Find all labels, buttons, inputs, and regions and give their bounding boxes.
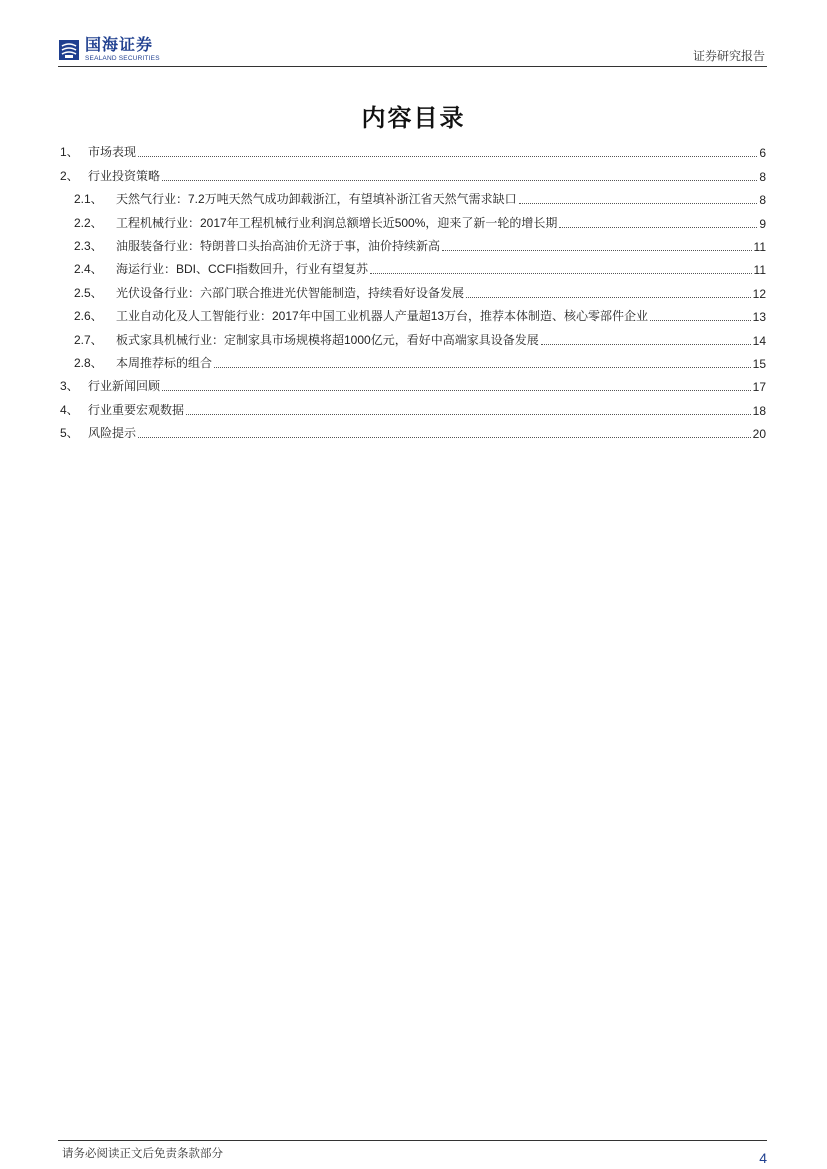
toc-entry-page: 18 [752, 403, 766, 418]
header-divider [58, 66, 767, 67]
page-header [0, 0, 827, 70]
company-logo [58, 38, 160, 62]
toc-entry[interactable] [60, 348, 766, 371]
toc-entry[interactable] [60, 231, 766, 254]
toc-entry[interactable] [60, 137, 766, 160]
toc-dot-leader [650, 320, 751, 321]
toc-entry-page: 8 [759, 193, 766, 208]
toc-dot-leader [519, 203, 758, 204]
toc-entry-title: 工业自动化及人工智能行业：2017年中国工业机器人产量超13万台，推荐本体制造、核心零部件企业 [116, 309, 649, 324]
toc-dot-leader [162, 390, 751, 391]
toc-entry[interactable] [60, 254, 766, 277]
toc-entry-number: 2.5、 [74, 285, 103, 300]
toc-entry[interactable] [60, 160, 766, 183]
toc-entry-page: 8 [759, 169, 766, 184]
toc-entry-title: 工程机械行业：2017年工程机械行业利润总额增长近500%，迎来了新一轮的增长期 [116, 215, 558, 230]
toc-dot-leader [466, 297, 751, 298]
toc-entry-title: 行业新闻回顾 [88, 379, 161, 394]
toc-entry-number: 2.6、 [74, 309, 103, 324]
toc-entry-number: 1、 [60, 145, 79, 160]
toc-entry-number: 2.4、 [74, 262, 103, 277]
report-type-label: 证券研究报告 [692, 49, 765, 63]
toc-entry-number: 2、 [60, 168, 79, 183]
toc-entry-title: 海运行业：BDI、CCFI指数回升，行业有望复苏 [116, 262, 369, 277]
toc-entry-number: 5、 [60, 426, 79, 441]
toc-dot-leader [162, 180, 757, 181]
toc-entry-number: 2.2、 [74, 215, 103, 230]
toc-entry-page: 11 [753, 239, 766, 254]
toc-entry-page: 9 [759, 216, 766, 231]
logo-english-name: SEALAND SECURITIES [85, 54, 160, 62]
toc-entry-number: 2.3、 [74, 238, 103, 253]
toc-entry-title: 本周推荐标的组合 [116, 355, 213, 370]
page-title: 内容目录 [361, 103, 466, 132]
toc-entry-page: 15 [752, 356, 766, 371]
toc-entry-number: 2.1、 [74, 192, 103, 207]
table-of-contents [60, 137, 766, 441]
toc-dot-leader [442, 250, 752, 251]
toc-dot-leader [138, 437, 751, 438]
toc-dot-leader [541, 344, 751, 345]
sealand-logo-icon [58, 39, 80, 61]
toc-entry-number: 4、 [60, 402, 79, 417]
toc-entry-page: 12 [752, 286, 766, 301]
toc-entry[interactable] [60, 371, 766, 394]
toc-dot-leader [138, 156, 757, 157]
toc-entry[interactable] [60, 277, 766, 300]
toc-entry-number: 2.7、 [74, 332, 103, 347]
toc-dot-leader [214, 367, 751, 368]
toc-entry-page: 17 [752, 380, 766, 395]
disclaimer-note: 请务必阅读正文后免责条款部分 [62, 1148, 223, 1160]
toc-entry-title: 风险提示 [88, 426, 137, 441]
toc-entry-page: 14 [752, 333, 766, 348]
toc-entry[interactable] [60, 184, 766, 207]
toc-dot-leader [559, 227, 757, 228]
toc-entry-page: 20 [752, 427, 766, 442]
toc-entry-title: 光伏设备行业：六部门联合推进光伏智能制造，持续看好设备发展 [116, 285, 465, 300]
page-number: 4 [759, 1150, 767, 1166]
toc-entry[interactable] [60, 418, 766, 441]
toc-entry-title: 天然气行业：7.2万吨天然气成功卸载浙江，有望填补浙江省天然气需求缺口 [116, 192, 517, 207]
toc-entry-number: 3、 [60, 379, 79, 394]
toc-entry-title: 市场表现 [88, 145, 137, 160]
footer-divider [58, 1140, 767, 1141]
toc-entry-page: 6 [759, 146, 766, 161]
toc-entry[interactable] [60, 207, 766, 230]
toc-entry-title: 板式家具机械行业：定制家具市场规模将超1000亿元，看好中高端家具设备发展 [116, 332, 539, 347]
toc-entry-page: 11 [753, 263, 766, 278]
toc-entry-title: 油服装备行业：特朗普口头抬高油价无济于事，油价持续新高 [116, 238, 441, 253]
toc-entry-number: 2.8、 [74, 355, 103, 370]
toc-dot-leader [186, 414, 751, 415]
toc-entry[interactable] [60, 394, 766, 417]
logo-chinese-name: 国海证券 [85, 36, 154, 54]
toc-entry[interactable] [60, 301, 766, 324]
toc-dot-leader [370, 273, 752, 274]
toc-entry[interactable] [60, 324, 766, 347]
toc-entry-title: 行业重要宏观数据 [88, 402, 185, 417]
toc-entry-page: 13 [752, 310, 766, 325]
toc-entry-title: 行业投资策略 [88, 168, 161, 183]
